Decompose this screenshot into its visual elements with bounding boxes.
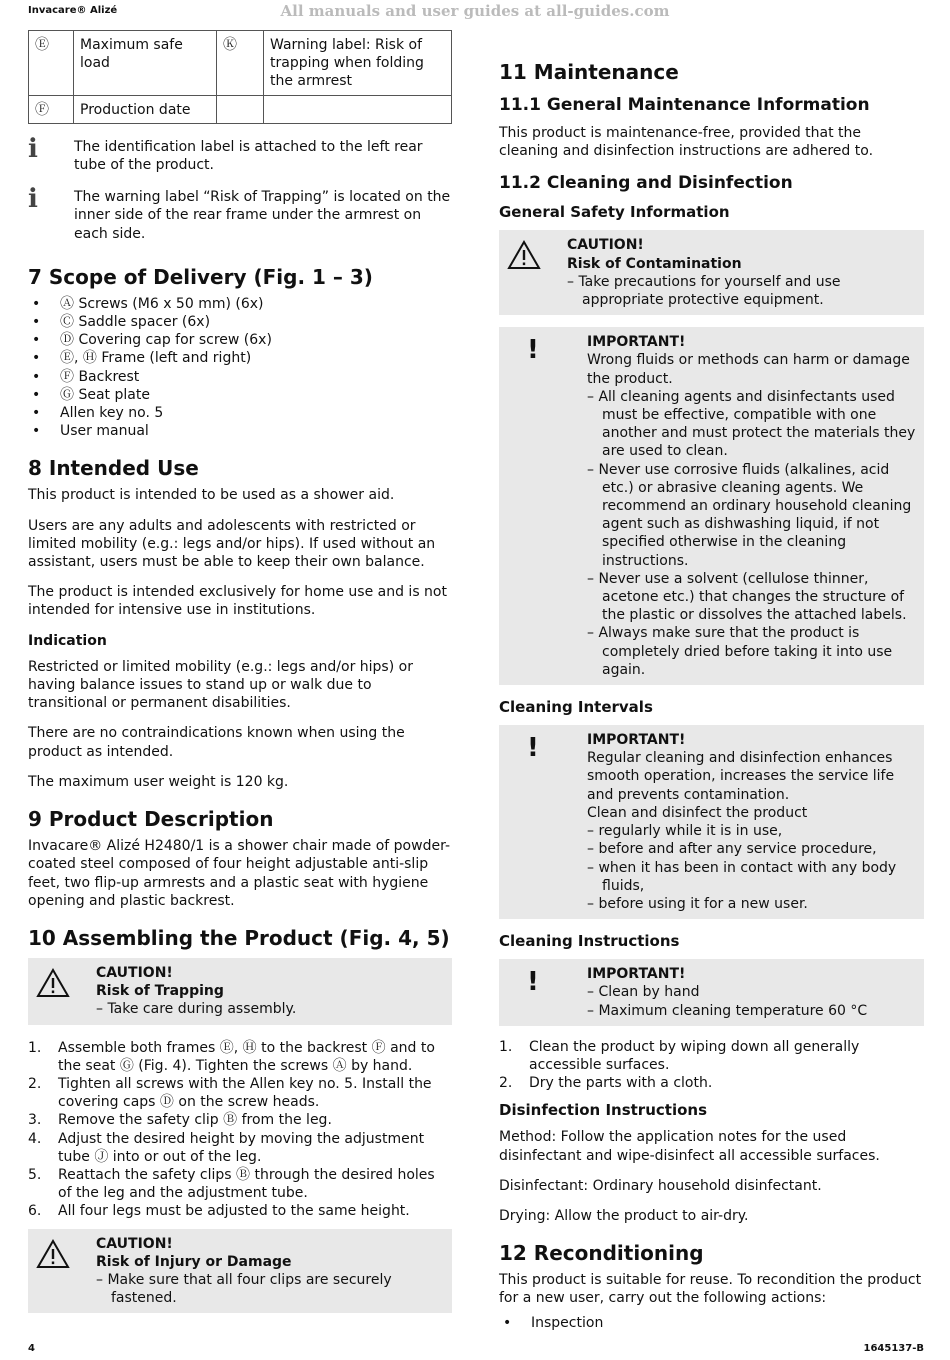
- subheading: Disinfection Instructions: [499, 1101, 708, 1120]
- exclamation-icon: !: [527, 335, 539, 366]
- list-item: • Ⓒ Saddle spacer (6x): [28, 313, 452, 331]
- list-item: • Inspection: [499, 1314, 924, 1332]
- list-item: 1. Assemble both frames Ⓔ, Ⓗ to the backrest Ⓕ and to the seat Ⓖ (Fig. 4). Tighten the screws Ⓐ by hand.: [28, 1039, 435, 1074]
- section-title: 9 Product Description: [28, 807, 274, 832]
- table-row: [29, 31, 452, 96]
- important-line: – Maximum cleaning temperature 60 °C: [587, 1002, 868, 1019]
- list-item: 4. Adjust the desired height by moving the adjustment tube Ⓙ into or out of the leg.: [28, 1130, 425, 1165]
- assembly-steps: [28, 1039, 452, 1221]
- delivery-list: [28, 295, 452, 441]
- caution-heading: CAUTION!: [567, 237, 644, 254]
- caution-box: [28, 1229, 452, 1314]
- warning-triangle-icon: [36, 964, 96, 1019]
- list-item: 2. Dry the parts with a cloth.: [499, 1075, 713, 1092]
- note-text: The identification label is attached to the left rear tube of the product.: [74, 138, 423, 174]
- reconditioning-list: [499, 1314, 924, 1332]
- subheading: General Safety Information: [499, 203, 730, 222]
- subheading: Indication: [28, 632, 107, 649]
- exclamation-icon: !: [527, 733, 539, 764]
- caution-line: – Make sure that all four clips are securely fastened.: [96, 1271, 392, 1307]
- section-title: 7 Scope of Delivery (Fig. 1 – 3): [28, 264, 373, 289]
- paragraph: Invacare® Alizé H2480/1 is a shower chair made of powder-coated steel composed of four height adjustable anti-slip feet, two flip-up armrests and a plastic seat with hygiene opening and plastic backrest.: [28, 838, 450, 909]
- list-item: • Allen key no. 5: [28, 404, 452, 422]
- important-line: – before and after any service procedure,: [587, 841, 877, 858]
- list-item: 5. Reattach the safety clips Ⓑ through the desired holes of the leg and the adjustment tube.: [28, 1166, 435, 1202]
- info-note: [28, 133, 452, 174]
- caution-box: [28, 958, 452, 1025]
- cleaning-steps: [499, 1038, 924, 1093]
- table-cell: Maximum safe load: [74, 31, 217, 96]
- paragraph: This product is intended to be used as a shower aid.: [28, 487, 395, 504]
- important-line: – Never use a solvent (cellulose thinner, acetone etc.) that changes the structure of the plastic or dissolves the attached labels.: [587, 570, 907, 624]
- list-item: 6. All four legs must be adjusted to the same height.: [28, 1203, 410, 1220]
- left-column: [28, 30, 452, 1325]
- important-line: – Always make sure that the product is completely dried before taking it into use again.: [587, 625, 893, 678]
- section-title: 10 Assembling the Product (Fig. 4, 5): [28, 925, 450, 950]
- important-box: [499, 327, 924, 685]
- list-item: 1. Clean the product by wiping down all generally accessible surfaces.: [499, 1038, 860, 1073]
- info-note: [28, 184, 452, 243]
- page-number: 4: [28, 1343, 35, 1354]
- paragraph: Restricted or limited mobility (e.g.: legs and/or hips) or having balance issues to stand up or walk due to transitional or permanent disabilities.: [28, 658, 413, 712]
- subsection-title: 11.2 Cleaning and Disinfection: [499, 173, 793, 194]
- important-line: – Never use corrosive fluids (alkalines, acid etc.) or abrasive cleaning agents. We recommend an ordinary household cleaning agent such as dishwashing liquid, if not specified otherwise in the cleaning instructions.: [587, 461, 912, 569]
- warning-triangle-icon: [507, 236, 567, 309]
- note-text: The warning label “Risk of Trapping” is located on the inner side of the rear frame under the armrest on each side.: [74, 189, 451, 242]
- table-cell: [264, 95, 452, 123]
- section-title: 11 Maintenance: [499, 60, 679, 84]
- paragraph: Drying: Allow the product to air-dry.: [499, 1207, 749, 1224]
- caution-heading: CAUTION!: [96, 964, 173, 981]
- important-line: – when it has been in contact with any body fluids,: [587, 859, 897, 894]
- list-item: • User manual: [28, 422, 452, 440]
- section-title: 12 Reconditioning: [499, 1241, 704, 1266]
- caution-line: – Take care during assembly.: [96, 1001, 297, 1018]
- header-brand: Invacare® Alizé: [28, 5, 118, 16]
- important-text: Clean and disinfect the product: [587, 804, 808, 821]
- table-cell: Ⓕ: [29, 95, 74, 123]
- paragraph: Method: Follow the application notes for the used disinfectant and wipe-disinfect all accessible surfaces.: [499, 1129, 880, 1164]
- important-line: – All cleaning agents and disinfectants used must be effective, compatible with one another and must protect the materials they are used to clean.: [587, 388, 916, 460]
- paragraph: There are no contraindications known when using the product as intended.: [28, 725, 405, 760]
- list-item: 3. Remove the safety clip Ⓑ from the leg.: [28, 1112, 332, 1129]
- important-heading: IMPORTANT!: [587, 732, 686, 749]
- list-item: 2. Tighten all screws with the Allen key no. 5. Install the covering caps Ⓓ on the screw heads.: [28, 1075, 432, 1111]
- important-heading: IMPORTANT!: [587, 966, 686, 983]
- warning-triangle-icon: [36, 1235, 96, 1308]
- subheading: Cleaning Intervals: [499, 698, 653, 717]
- list-item: • Ⓐ Screws (M6 x 50 mm) (6x): [28, 295, 452, 313]
- paragraph: Users are any adults and adolescents with restricted or limited mobility (e.g.: legs and/or hips). If used without an assistant, users must be able to keep their own balance.: [28, 517, 436, 571]
- subsection-title: 11.1 General Maintenance Information: [499, 95, 870, 115]
- important-heading: IMPORTANT!: [587, 334, 686, 351]
- paragraph: Disinfectant: Ordinary household disinfectant.: [499, 1177, 822, 1194]
- paragraph: This product is maintenance-free, provided that the cleaning and disinfection instructions are adhered to.: [499, 125, 874, 160]
- caution-line: – Take precautions for yourself and use appropriate protective equipment.: [567, 273, 841, 309]
- table-row: [29, 95, 452, 123]
- caution-subheading: Risk of Contamination: [567, 255, 742, 272]
- important-text: Regular cleaning and disinfection enhances smooth operation, increases the service life and prevents contamination.: [587, 750, 895, 803]
- exclamation-icon: !: [527, 967, 539, 998]
- important-text: Wrong fluids or methods can harm or damage the product.: [587, 352, 910, 387]
- paragraph: This product is suitable for reuse. To recondition the product for a new user, carry out the following actions:: [499, 1272, 922, 1307]
- caution-subheading: Risk of Trapping: [96, 983, 224, 1000]
- watermark: All manuals and user guides at all-guides.com: [280, 2, 670, 20]
- important-box: [499, 959, 924, 1026]
- table-cell: Ⓔ: [29, 31, 74, 96]
- important-line: – regularly while it is in use,: [587, 823, 783, 840]
- caution-heading: CAUTION!: [96, 1235, 173, 1252]
- subheading: Cleaning Instructions: [499, 932, 680, 951]
- section-title: 8 Intended Use: [28, 456, 199, 481]
- info-icon: ℹ: [28, 133, 38, 164]
- caution-subheading: Risk of Injury or Damage: [96, 1253, 292, 1270]
- identification-table: [28, 30, 452, 124]
- important-line: – before using it for a new user.: [587, 895, 808, 912]
- table-cell: Production date: [74, 95, 217, 123]
- list-item: • Ⓕ Backrest: [28, 368, 452, 386]
- table-cell: [217, 95, 264, 123]
- list-item: • Ⓖ Seat plate: [28, 386, 452, 404]
- important-box: [499, 725, 924, 919]
- important-line: – Clean by hand: [587, 984, 700, 1001]
- right-column: [499, 60, 924, 1340]
- table-cell: Warning label: Risk of trapping when folding the armrest: [264, 31, 452, 96]
- paragraph: The maximum user weight is 120 kg.: [28, 773, 289, 790]
- list-item: • Ⓔ, Ⓗ Frame (left and right): [28, 349, 452, 367]
- table-cell: Ⓚ: [217, 31, 264, 96]
- paragraph: The product is intended exclusively for home use and is not intended for intensive use in institutions.: [28, 584, 447, 619]
- info-icon: ℹ: [28, 184, 38, 215]
- document-number: 1645137-B: [863, 1343, 924, 1354]
- list-item: • Ⓓ Covering cap for screw (6x): [28, 331, 452, 349]
- caution-box: [499, 230, 924, 315]
